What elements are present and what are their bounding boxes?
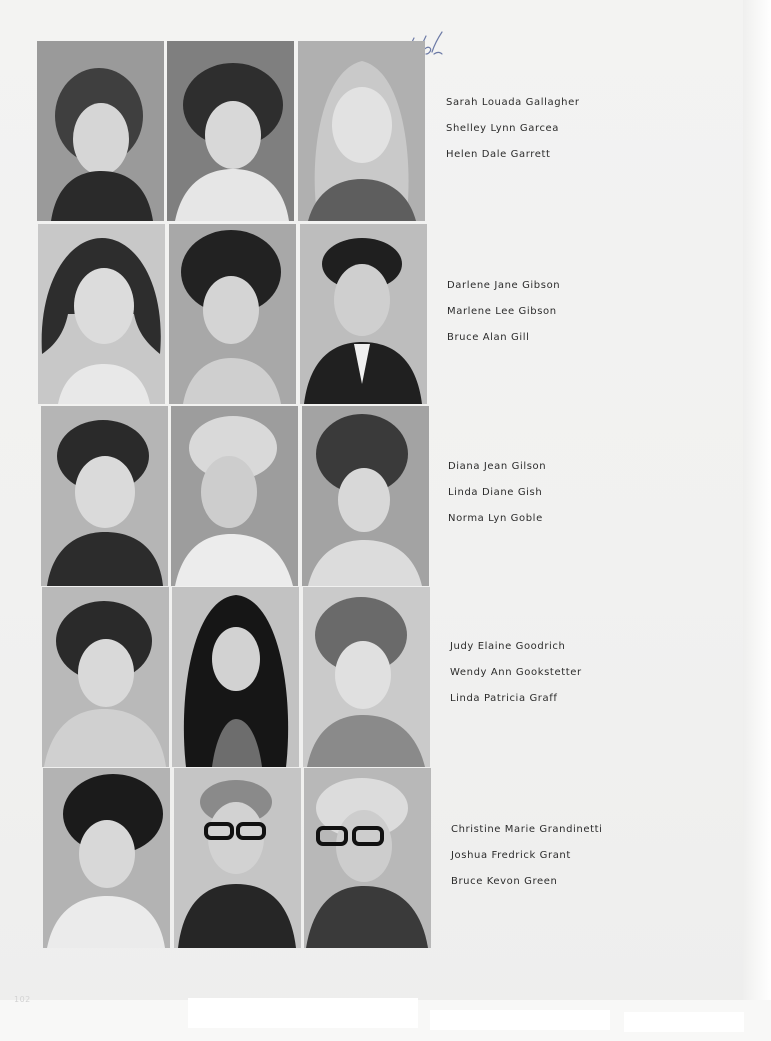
portrait-photo xyxy=(304,768,431,948)
names-list-row-3 xyxy=(448,454,546,532)
portrait-photo xyxy=(298,41,425,221)
portrait-photo xyxy=(303,587,430,767)
portrait-photo xyxy=(171,406,298,586)
page-number: 102 xyxy=(14,995,31,1004)
student-name: Judy Elaine Goodrich xyxy=(450,641,566,652)
student-name: Helen Dale Garrett xyxy=(446,149,551,160)
student-name: Bruce Kevon Green xyxy=(451,876,558,887)
portrait-photo xyxy=(43,768,170,948)
student-name: Marlene Lee Gibson xyxy=(447,306,557,317)
portrait-photo xyxy=(302,406,429,586)
portrait-photo xyxy=(167,41,294,221)
portrait-row-5 xyxy=(43,768,433,948)
portrait-photo xyxy=(42,587,169,767)
portrait-photo xyxy=(169,224,296,404)
names-list-row-1 xyxy=(446,90,580,168)
portrait-photo xyxy=(38,224,165,404)
student-name: Linda Patricia Graff xyxy=(450,693,558,704)
portrait-photo xyxy=(37,41,164,221)
names-list-row-5 xyxy=(451,817,603,895)
portrait-photo xyxy=(172,587,299,767)
student-name: Joshua Fredrick Grant xyxy=(451,850,571,861)
names-list-row-2 xyxy=(447,273,560,351)
portrait-row-2 xyxy=(38,224,428,404)
portrait-photo xyxy=(300,224,427,404)
student-name: Norma Lyn Goble xyxy=(448,513,543,524)
portrait-row-4 xyxy=(42,587,432,767)
scan-artifact xyxy=(430,1010,610,1030)
student-name: Wendy Ann Gookstetter xyxy=(450,667,582,678)
scan-artifact xyxy=(188,998,418,1028)
portrait-row-1 xyxy=(37,41,427,221)
student-name: Bruce Alan Gill xyxy=(447,332,530,343)
portrait-photo xyxy=(41,406,168,586)
student-name: Darlene Jane Gibson xyxy=(447,280,561,291)
student-name: Shelley Lynn Garcea xyxy=(446,123,560,134)
student-name: Christine Marie Grandinetti xyxy=(451,824,603,835)
student-name: Sarah Louada Gallagher xyxy=(446,97,580,108)
portrait-photo xyxy=(174,768,301,948)
student-name: Diana Jean Gilson xyxy=(448,461,547,472)
student-name: Linda Diane Gish xyxy=(448,487,543,498)
names-list-row-4 xyxy=(450,634,582,712)
portrait-row-3 xyxy=(41,406,431,586)
scan-artifact xyxy=(624,1012,744,1032)
page-edge-shadow xyxy=(743,0,771,1041)
